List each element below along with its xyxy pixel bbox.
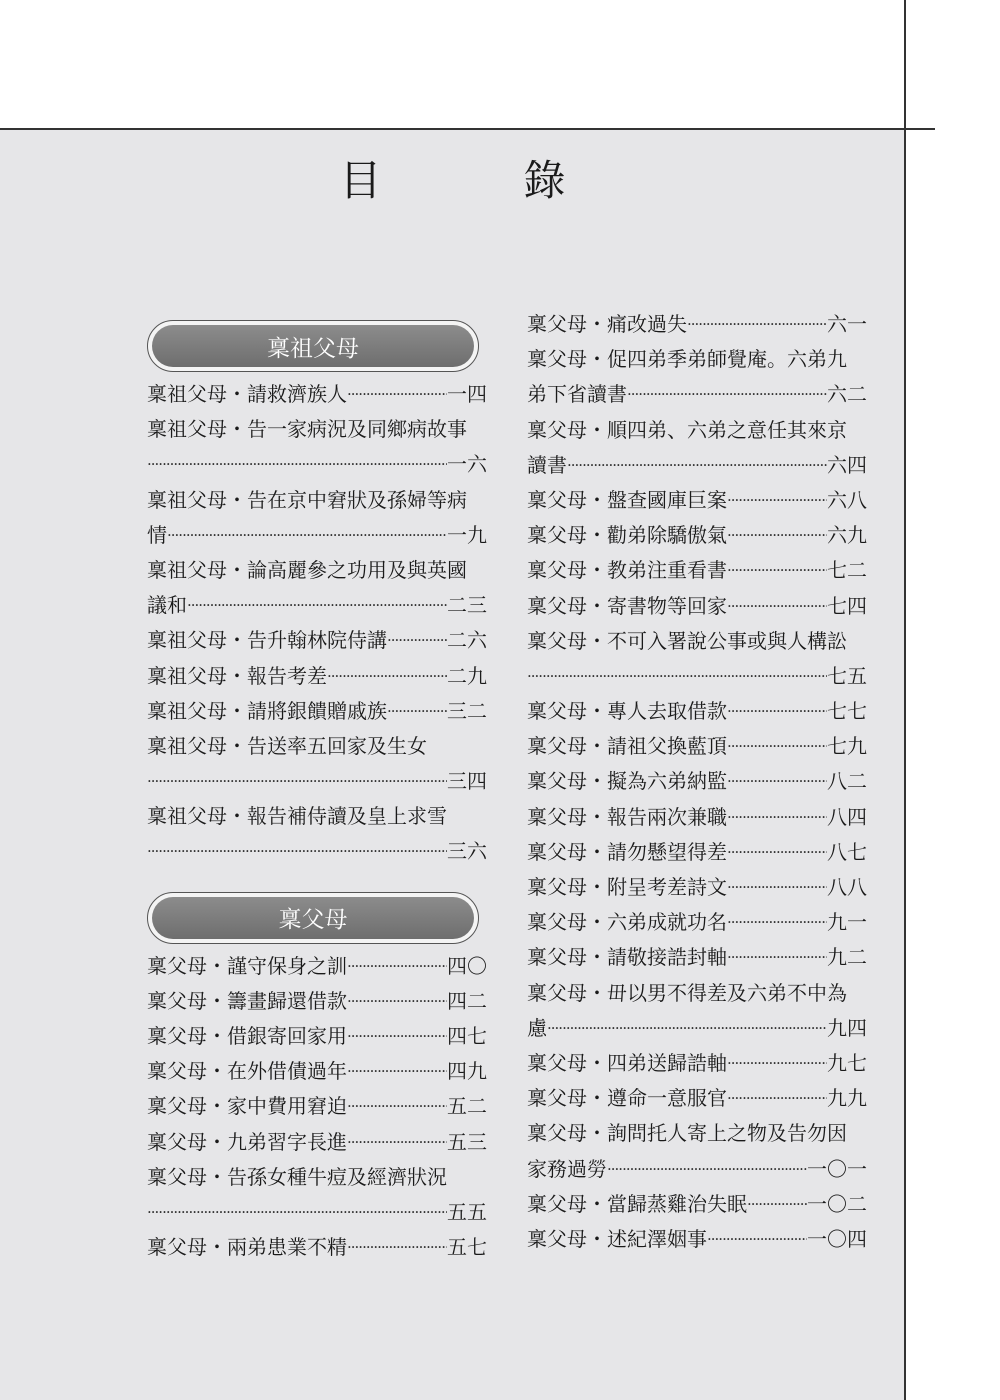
dot-leader — [627, 377, 827, 412]
toc-entry-title: 稟父母・順四弟、六弟之意任其來京 — [527, 417, 847, 442]
toc-entry[interactable] — [147, 447, 487, 482]
toc-left-column — [147, 320, 487, 1265]
toc-entry-page: 七二 — [827, 558, 867, 583]
dot-leader — [347, 949, 447, 984]
toc-entry[interactable] — [147, 1054, 487, 1089]
toc-entry[interactable] — [527, 1081, 867, 1116]
dot-leader — [727, 518, 827, 553]
toc-entry-title: 稟父母・遵命一意服官 — [527, 1086, 727, 1111]
toc-entry-title: 稟祖父母・請救濟族人 — [147, 382, 347, 406]
dot-leader — [347, 1089, 447, 1124]
toc-entry-page: 五二 — [447, 1094, 487, 1119]
toc-entry-page: 三二 — [447, 698, 487, 723]
toc-entry-title: 稟父母・九弟習字長進 — [147, 1129, 347, 1154]
dot-leader — [347, 1019, 447, 1054]
toc-entry[interactable] — [147, 377, 487, 412]
toc-entry[interactable] — [147, 694, 487, 729]
toc-entry-page: 二九 — [447, 663, 487, 688]
dot-leader — [387, 694, 447, 729]
dot-leader — [327, 659, 447, 694]
toc-entry-title: 稟祖父母・告送率五回家及生女 — [147, 733, 427, 758]
toc-entry-page: 九二 — [827, 945, 867, 970]
toc-entry-page: 六九 — [827, 523, 867, 548]
toc-entry-title: 稟父母・教弟注重看書 — [527, 558, 727, 583]
toc-entry[interactable] — [527, 483, 867, 518]
toc-entry[interactable] — [527, 905, 867, 940]
toc-entry-title: 弟下省讀書 — [527, 382, 627, 407]
toc-entry-page: 五三 — [447, 1129, 487, 1154]
toc-entry-page: 九一 — [827, 910, 867, 935]
toc-entry-title: 稟父母・不可入署說公事或與人構訟 — [527, 628, 847, 653]
toc-entry-title: 稟父母・促四弟季弟師覺庵。六弟九 — [527, 347, 847, 372]
toc-entry[interactable] — [527, 518, 867, 553]
toc-entry-title: 稟父母・家中費用窘迫 — [147, 1094, 347, 1119]
toc-entry-page: 四〇 — [447, 953, 487, 978]
dot-leader — [727, 835, 827, 870]
toc-entry-title: 議和 — [147, 593, 187, 618]
dot-leader — [567, 448, 827, 483]
section-header-parents: 稟父母 — [147, 892, 479, 944]
toc-entry-title: 稟祖父母・論高麗參之功用及與英國 — [147, 557, 467, 582]
toc-entry-title: 稟父母・痛改過失 — [527, 312, 687, 336]
dot-leader — [727, 940, 827, 975]
dot-leader — [727, 764, 827, 799]
toc-entry[interactable] — [147, 483, 487, 518]
section-header-grandparents: 稟祖父母 — [147, 320, 479, 372]
toc-entry[interactable] — [527, 659, 867, 694]
dot-leader — [147, 834, 447, 869]
toc-entry[interactable] — [147, 1160, 487, 1195]
toc-entry-title: 稟祖父母・請將銀饋贈戚族 — [147, 698, 387, 723]
toc-entry-page: 九七 — [827, 1050, 867, 1075]
toc-entry-page: 一〇二 — [807, 1191, 867, 1216]
toc-entry-title: 稟父母・勸弟除驕傲氣 — [527, 523, 727, 548]
toc-entry-title: 稟父母・寄書物等回家 — [527, 593, 727, 618]
toc-entry[interactable] — [147, 984, 487, 1019]
toc-entry-title: 稟父母・當歸蒸雞治失眠 — [527, 1191, 747, 1216]
toc-entry-page: 八四 — [827, 804, 867, 829]
toc-entry[interactable] — [527, 800, 867, 835]
toc-entry[interactable] — [147, 1195, 487, 1230]
dot-leader — [147, 1195, 447, 1230]
toc-entry-title: 稟父母・籌畫歸還借款 — [147, 988, 347, 1013]
toc-entry-page: 八七 — [827, 839, 867, 864]
toc-entry[interactable] — [527, 1011, 867, 1046]
toc-entry-title: 稟父母・專人去取借款 — [527, 699, 727, 724]
toc-entry[interactable] — [527, 307, 867, 342]
toc-entry[interactable] — [147, 729, 487, 764]
toc-entry-page: 三六 — [447, 839, 487, 864]
toc-entry-page: 一〇四 — [807, 1226, 867, 1251]
toc-entry-page: 七九 — [827, 734, 867, 759]
dot-leader — [147, 764, 447, 799]
toc-entry-page: 四七 — [447, 1024, 487, 1048]
toc-entry-title: 稟父母・兩弟患業不精 — [147, 1235, 347, 1260]
toc-entry-page: 一四 — [447, 382, 487, 406]
dot-leader — [607, 1152, 807, 1187]
toc-entry-page: 一九 — [447, 522, 487, 547]
dot-leader — [727, 589, 827, 624]
toc-entry[interactable] — [147, 412, 487, 447]
toc-entry-title: 情 — [147, 522, 167, 547]
toc-entry[interactable] — [527, 940, 867, 975]
toc-entry[interactable] — [147, 553, 487, 588]
toc-entry[interactable] — [527, 870, 867, 905]
toc-entry-page: 二三 — [447, 593, 487, 618]
dot-leader — [687, 307, 827, 342]
toc-entry-title: 稟父母・四弟送歸誥軸 — [527, 1050, 727, 1075]
dot-leader — [727, 694, 827, 729]
toc-entry-title: 稟父母・附呈考差詩文 — [527, 875, 727, 899]
toc-entry-title: 稟父母・盤查國庫巨案 — [527, 487, 727, 512]
toc-entry[interactable] — [147, 623, 487, 658]
right-rule — [904, 0, 906, 1400]
section-grandparents-list — [147, 377, 487, 870]
toc-entry[interactable] — [147, 1125, 487, 1160]
toc-entry[interactable] — [147, 518, 487, 553]
section-parents-list-continued — [527, 307, 867, 1257]
toc-entry[interactable] — [527, 1116, 867, 1151]
page-title: 目 錄 — [339, 156, 616, 205]
toc-entry-title: 稟祖父母・報告補侍讀及皇上求雪 — [147, 804, 447, 829]
toc-entry-page: 八八 — [827, 875, 867, 899]
toc-entry-page: 二六 — [447, 628, 487, 653]
toc-entry-title: 慮 — [527, 1015, 547, 1040]
dot-leader — [707, 1222, 807, 1257]
toc-entry[interactable] — [147, 1019, 487, 1054]
dot-leader — [727, 800, 827, 835]
toc-entry[interactable] — [147, 1230, 487, 1265]
toc-entry-page: 五五 — [447, 1199, 487, 1224]
dot-leader — [727, 483, 827, 518]
toc-entry-page: 六八 — [827, 487, 867, 512]
dot-leader — [747, 1187, 807, 1222]
toc-entry-title: 稟祖父母・報告考差 — [147, 663, 327, 688]
toc-entry-page: 七四 — [827, 593, 867, 618]
toc-entry-page: 一〇一 — [807, 1156, 867, 1181]
dot-leader — [727, 905, 827, 940]
dot-leader — [347, 1054, 447, 1089]
dot-leader — [727, 1046, 827, 1081]
toc-entry-page: 六一 — [827, 312, 867, 336]
dot-leader — [187, 588, 447, 623]
dot-leader — [547, 1011, 827, 1046]
toc-entry[interactable] — [527, 448, 867, 483]
section-parents-list — [147, 949, 487, 1266]
toc-entry[interactable] — [527, 694, 867, 729]
dot-leader — [347, 984, 447, 1019]
toc-entry[interactable] — [527, 413, 867, 448]
toc-entry-page: 九九 — [827, 1086, 867, 1111]
dot-leader — [727, 729, 827, 764]
toc-entry-title: 稟父母・詢問托人寄上之物及告勿因 — [527, 1121, 847, 1146]
toc-entry-page: 一六 — [447, 452, 487, 477]
toc-entry[interactable] — [527, 1222, 867, 1257]
toc-entry-page: 四二 — [447, 988, 487, 1013]
toc-right-column — [527, 307, 867, 1257]
toc-entry[interactable] — [527, 764, 867, 799]
toc-entry-title: 稟父母・擬為六弟納監 — [527, 769, 727, 794]
toc-entry-page: 九四 — [827, 1015, 867, 1040]
toc-entry[interactable] — [147, 764, 487, 799]
toc-entry-page: 八二 — [827, 769, 867, 794]
dot-leader — [347, 1125, 447, 1160]
toc-entry[interactable] — [527, 976, 867, 1011]
toc-entry-title: 稟父母・請勿懸望得差 — [527, 839, 727, 864]
toc-entry[interactable] — [527, 553, 867, 588]
toc-entry-page: 六二 — [827, 382, 867, 407]
dot-leader — [347, 377, 447, 412]
top-rule — [0, 128, 935, 130]
toc-entry-page: 七五 — [827, 663, 867, 688]
dot-leader — [727, 1081, 827, 1116]
toc-entry-title: 稟父母・述紀澤姻事 — [527, 1226, 707, 1251]
toc-entry[interactable] — [527, 729, 867, 764]
toc-entry[interactable] — [147, 588, 487, 623]
toc-entry-title: 稟祖父母・告升翰林院侍講 — [147, 628, 387, 653]
toc-entry[interactable] — [527, 342, 867, 377]
dot-leader — [727, 870, 827, 905]
toc-entry[interactable] — [527, 377, 867, 412]
toc-entry-title: 稟父母・請祖父換藍頂 — [527, 734, 727, 759]
toc-entry-title: 稟父母・毌以男不得差及六弟不中為 — [527, 980, 847, 1005]
toc-entry-title: 稟父母・報告兩次兼職 — [527, 804, 727, 829]
toc-entry[interactable] — [527, 1046, 867, 1081]
toc-entry[interactable] — [527, 624, 867, 659]
toc-entry[interactable] — [147, 1089, 487, 1124]
toc-entry[interactable] — [147, 949, 487, 984]
toc-entry-page: 五七 — [447, 1235, 487, 1260]
toc-entry-title: 稟父母・請敬接誥封軸 — [527, 945, 727, 970]
dot-leader — [167, 518, 447, 553]
toc-entry-page: 七七 — [827, 699, 867, 724]
toc-entry-page: 六四 — [827, 452, 867, 477]
toc-entry-page: 三四 — [447, 769, 487, 794]
toc-entry-page: 四九 — [447, 1059, 487, 1084]
toc-entry-title: 稟祖父母・告一家病況及同鄉病故事 — [147, 417, 467, 442]
toc-entry[interactable] — [147, 799, 487, 834]
toc-entry-title: 讀書 — [527, 452, 567, 477]
toc-entry-title: 稟父母・六弟成就功名 — [527, 910, 727, 935]
toc-entry-title: 稟父母・告孫女種牛痘及經濟狀況 — [147, 1164, 447, 1189]
toc-entry-title: 家務過勞 — [527, 1156, 607, 1181]
toc-entry-title: 稟父母・在外借債過年 — [147, 1059, 347, 1084]
toc-entry[interactable] — [147, 659, 487, 694]
toc-entry-title: 稟父母・借銀寄回家用 — [147, 1024, 347, 1048]
toc-entry[interactable] — [527, 1152, 867, 1187]
toc-entry[interactable] — [527, 1187, 867, 1222]
toc-entry[interactable] — [527, 589, 867, 624]
toc-entry-title: 稟父母・謹守保身之訓 — [147, 953, 347, 978]
toc-entry[interactable] — [527, 835, 867, 870]
dot-leader — [727, 553, 827, 588]
dot-leader — [147, 447, 447, 482]
toc-entry[interactable] — [147, 834, 487, 869]
toc-entry-title: 稟祖父母・告在京中窘狀及孫婦等病 — [147, 487, 467, 512]
dot-leader — [527, 659, 827, 694]
dot-leader — [387, 623, 447, 658]
dot-leader — [347, 1230, 447, 1265]
